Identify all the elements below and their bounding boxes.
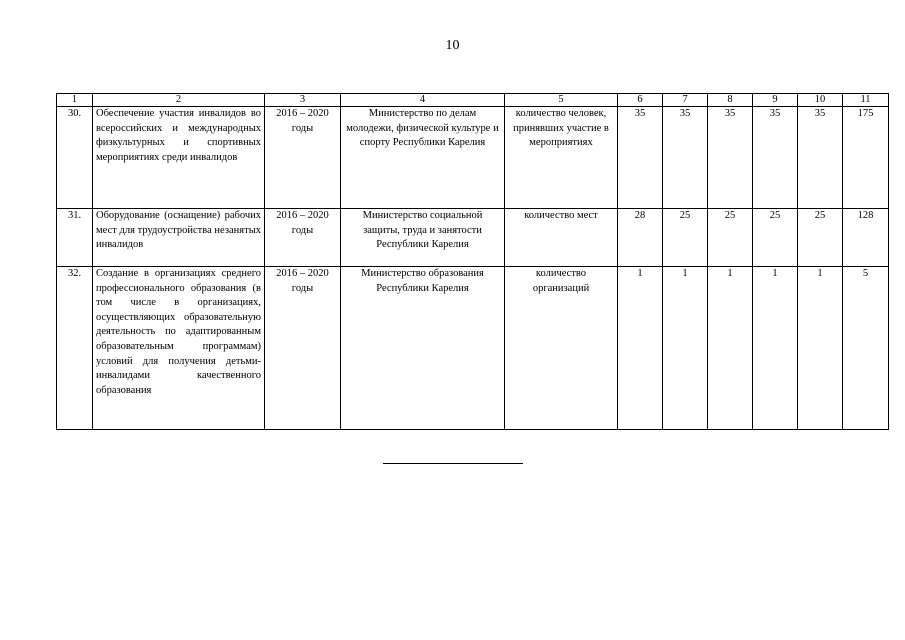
page-number: 10 <box>445 38 460 53</box>
column-header: 8 <box>708 94 753 107</box>
column-header: 3 <box>265 94 341 107</box>
value-cell: 1 <box>753 267 798 430</box>
period-cell: 2016 – 2020 годы <box>265 209 341 267</box>
total-cell: 5 <box>843 267 889 430</box>
executor-cell: Министерство образования Республики Карелия <box>341 267 505 430</box>
value-cell: 35 <box>708 107 753 209</box>
value-cell: 35 <box>663 107 708 209</box>
column-header: 7 <box>663 94 708 107</box>
period-cell: 2016 – 2020 годы <box>265 107 341 209</box>
value-cell: 25 <box>798 209 843 267</box>
value-cell: 35 <box>753 107 798 209</box>
column-header: 5 <box>505 94 618 107</box>
row-number: 30. <box>57 107 93 209</box>
value-cell: 35 <box>618 107 663 209</box>
value-cell: 25 <box>663 209 708 267</box>
row-number: 32. <box>57 267 93 430</box>
unit-cell: количество мест <box>505 209 618 267</box>
value-cell: 28 <box>618 209 663 267</box>
unit-cell: количество человек, принявших участие в мероприятиях <box>505 107 618 209</box>
value-cell: 1 <box>663 267 708 430</box>
column-header: 4 <box>341 94 505 107</box>
program-table <box>56 93 889 430</box>
table-row <box>57 267 889 430</box>
value-cell: 1 <box>798 267 843 430</box>
executor-cell: Министерство социальной защиты, труда и занятости Республики Карелия <box>341 209 505 267</box>
value-cell: 25 <box>753 209 798 267</box>
value-cell: 35 <box>798 107 843 209</box>
measure-name: Создание в организациях среднего профессионального образования (в том числе в организациях, осуществляющих образовательную деятельность по адаптированным образовательным программам) условий для получения детьми-инвалидами качественного образования <box>93 267 265 430</box>
column-header: 2 <box>93 94 265 107</box>
table-header-row <box>57 94 889 107</box>
column-header: 10 <box>798 94 843 107</box>
column-header: 6 <box>618 94 663 107</box>
executor-cell: Министерство по делам молодежи, физической культуре и спорту Республики Карелия <box>341 107 505 209</box>
column-header: 9 <box>753 94 798 107</box>
end-divider-line <box>383 463 523 464</box>
value-cell: 1 <box>618 267 663 430</box>
unit-cell: количество организаций <box>505 267 618 430</box>
total-cell: 175 <box>843 107 889 209</box>
period-cell: 2016 – 2020 годы <box>265 267 341 430</box>
table-row <box>57 209 889 267</box>
column-header: 1 <box>57 94 93 107</box>
column-header: 11 <box>843 94 889 107</box>
value-cell: 1 <box>708 267 753 430</box>
table-row <box>57 107 889 209</box>
total-cell: 128 <box>843 209 889 267</box>
measure-name: Обеспечение участия инвалидов во всероссийских и международных физкультурных и спортивных мероприятиях среди инвалидов <box>93 107 265 209</box>
value-cell: 25 <box>708 209 753 267</box>
measure-name: Оборудование (оснащение) рабочих мест для трудоустройства незанятых инвалидов <box>93 209 265 267</box>
row-number: 31. <box>57 209 93 267</box>
